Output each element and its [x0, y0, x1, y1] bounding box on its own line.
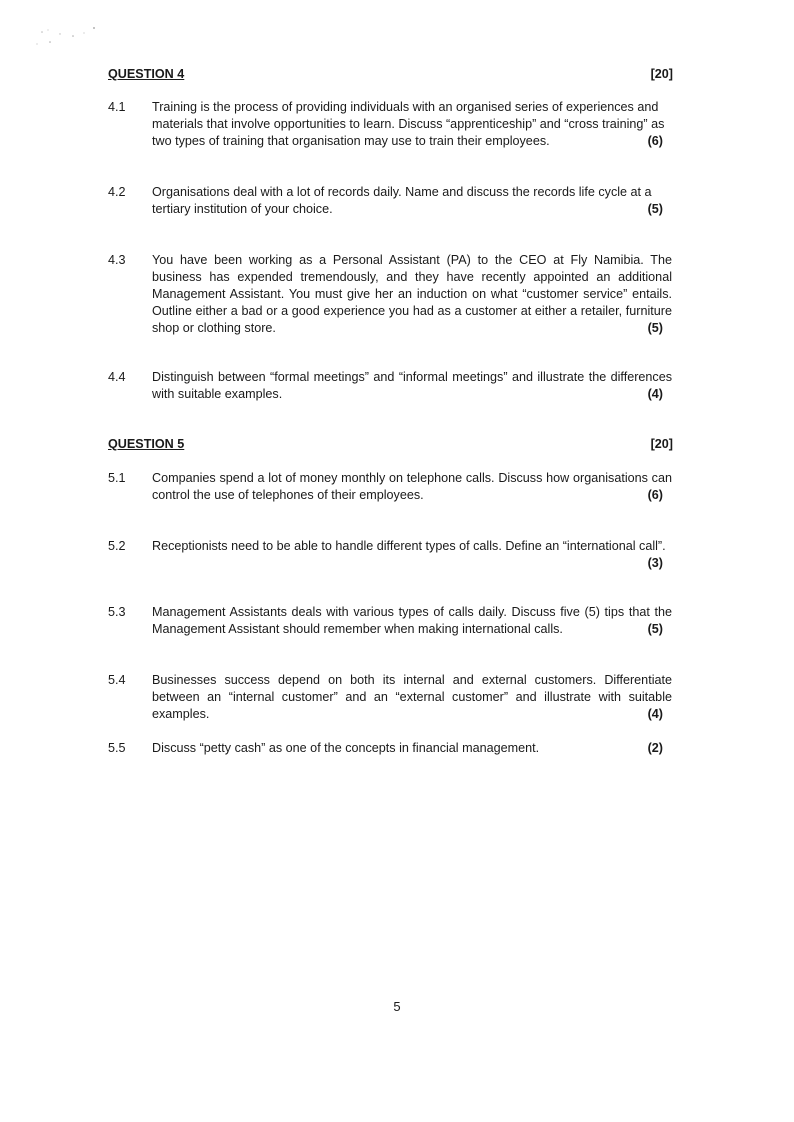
page-number: 5	[393, 999, 401, 1014]
item-number: 4.1	[108, 100, 126, 114]
item-marks: (3)	[647, 556, 663, 570]
question-item-5-1	[108, 470, 673, 504]
item-text: Organisations deal with a lot of records daily. Name and discuss the records life cycle at a tertiary institution of your choice. (5)	[152, 185, 663, 216]
item-text: Distinguish between “formal meetings” and “informal meetings” and illustrate the differences with suitable examples. (4)	[152, 370, 672, 401]
item-number: 5.5	[108, 741, 126, 755]
question-4-header	[108, 66, 673, 83]
question-item-5-5	[108, 740, 673, 757]
item-marks: (4)	[647, 707, 663, 721]
item-marks: (5)	[647, 202, 663, 216]
item-number: 4.4	[108, 370, 126, 384]
item-number: 4.3	[108, 253, 126, 267]
item-number: 5.1	[108, 471, 126, 485]
question-4-total: [20]	[650, 67, 673, 81]
item-marks: (6)	[647, 134, 663, 148]
item-text: Discuss “petty cash” as one of the concepts in financial management. (2)	[152, 741, 663, 755]
question-item-4-4	[108, 369, 673, 403]
question-item-4-1	[108, 99, 673, 150]
item-number: 5.4	[108, 673, 126, 687]
item-marks: (6)	[647, 488, 663, 502]
item-text: You have been working as a Personal Assistant (PA) to the CEO at Fly Namibia. The business has expended tremendously, and they have recently appointed an additional Management Assistant. You must give her an induction on what “customer service” entails. Outline either a bad or a good experience you had as a customer at either a retailer, furniture shop or clothing store. (5)	[152, 253, 672, 335]
question-item-4-2	[108, 184, 673, 218]
item-number: 5.2	[108, 539, 126, 553]
question-item-4-3	[108, 252, 673, 337]
question-item-5-3	[108, 604, 673, 638]
item-text: Training is the process of providing individuals with an organised series of experiences and materials that involve opportunities to learn. Discuss “apprenticeship” and “cross training” as two types of training that organisation may use to train their employees. (6)	[152, 100, 665, 148]
item-number: 4.2	[108, 185, 126, 199]
question-4-title: QUESTION 4	[108, 67, 185, 81]
item-marks: (5)	[647, 321, 663, 335]
question-5-header	[108, 436, 673, 453]
item-text: Businesses success depend on both its internal and external customers. Differentiate between an “internal customer” and an “external customer” and illustrate with suitable examples. (4)	[152, 673, 672, 721]
item-text: Companies spend a lot of money monthly on telephone calls. Discuss how organisations can control the use of telephones of their employees. (6)	[152, 471, 672, 502]
scan-specks	[28, 22, 108, 52]
item-text: Receptionists need to be able to handle different types of calls. Define an “international call”. (3)	[152, 538, 672, 572]
item-marks: (4)	[647, 387, 663, 401]
question-item-5-4	[108, 672, 673, 723]
question-5-title: QUESTION 5	[108, 437, 185, 451]
item-number: 5.3	[108, 605, 126, 619]
question-item-5-2	[108, 538, 673, 572]
item-text: Management Assistants deals with various types of calls daily. Discuss five (5) tips that the Management Assistant should remember when making international calls. (5)	[152, 605, 672, 636]
question-5-total: [20]	[650, 437, 673, 451]
item-marks: (2)	[647, 741, 663, 755]
item-marks: (5)	[647, 622, 663, 636]
